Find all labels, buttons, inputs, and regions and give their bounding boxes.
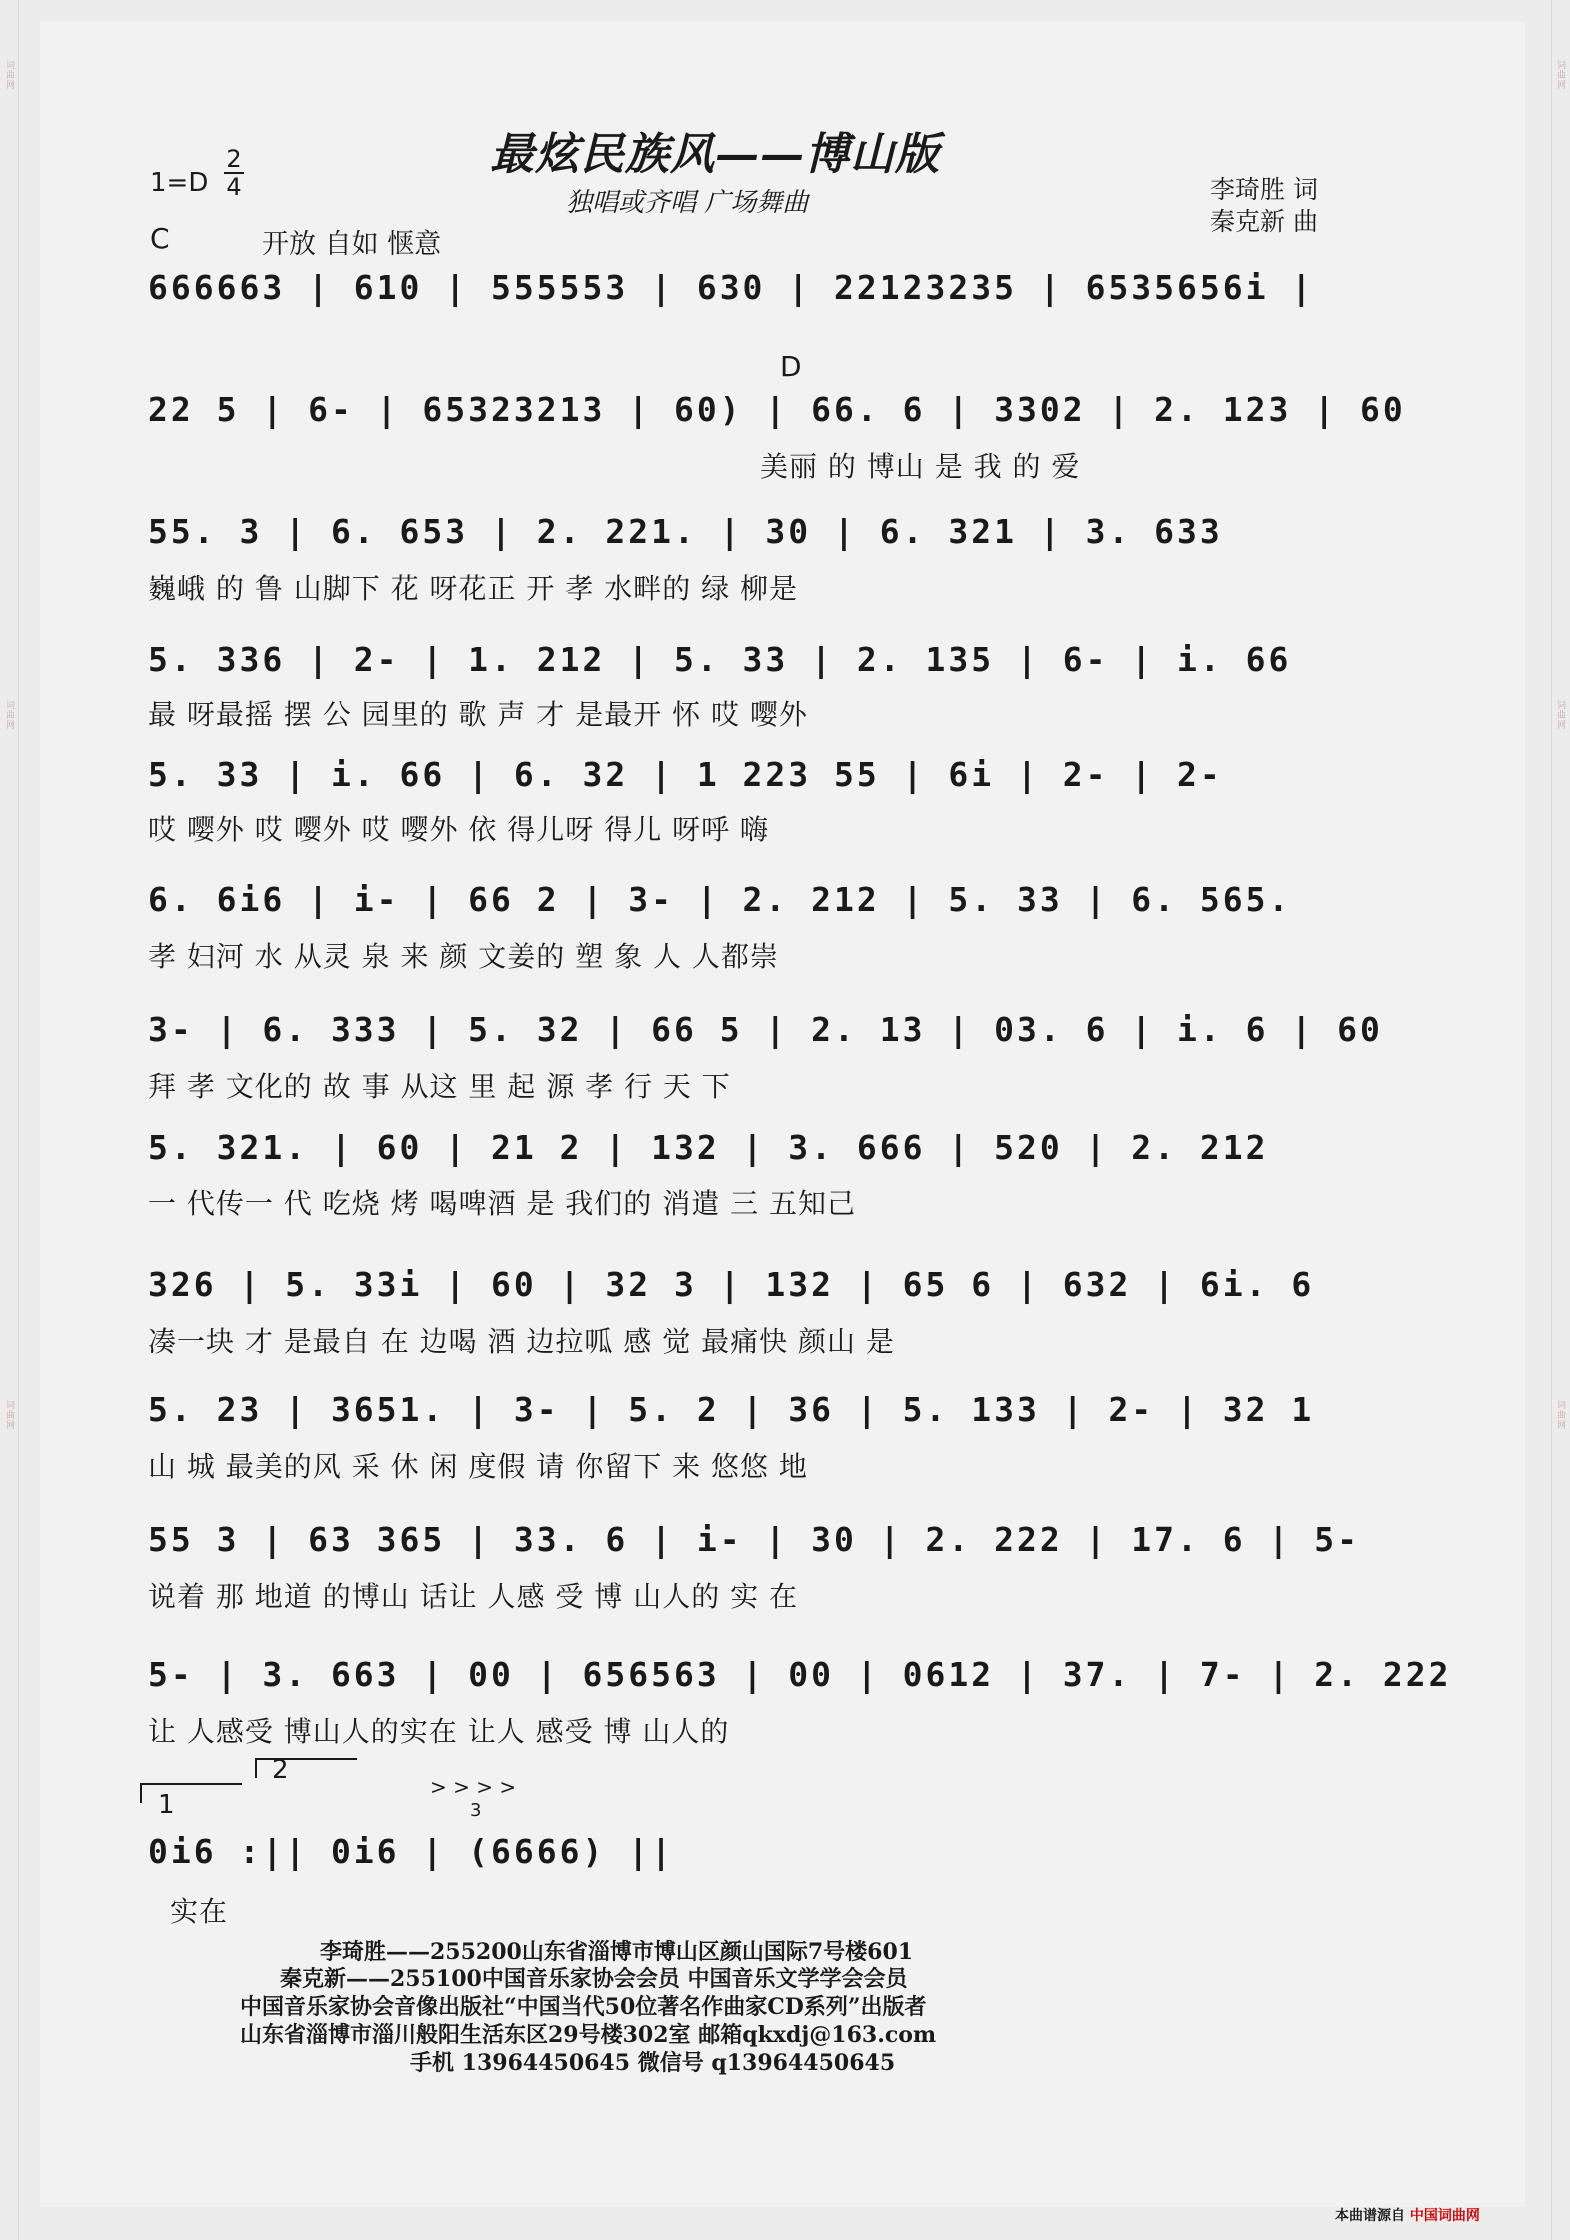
time-denominator: 4	[224, 172, 244, 200]
source-credit	[1335, 2205, 1480, 2225]
lyrics-line-13: 实在	[170, 1895, 229, 1928]
volta-1-label: 1	[158, 1790, 175, 1820]
volta-2-label: 2	[272, 1755, 289, 1785]
lyrics-line-4: 最 呀最摇 摆 公 园里的 歌 声 才 是最开 怀 哎 嘤外	[148, 698, 808, 731]
lyrics-line-2: 美丽 的 博山 是 我 的 爱	[760, 450, 1081, 483]
notes-line-8: 5. 321. | 60 | 21 2 | 132 | 3. 666 | 520 | 2. 212	[148, 1128, 1269, 1167]
song-subtitle: 独唱或齐唱 广场舞曲	[566, 188, 809, 218]
watermark-left: 词曲网	[4, 60, 14, 90]
lyrics-line-12: 让 人感受 博山人的实在 让人 感受 博 山人的	[148, 1715, 730, 1748]
notes-line-1: 666663 | 610 | 555553 | 630 | 22123235 | 6535656i |	[148, 268, 1315, 307]
accent-marks: > > > >	[430, 1775, 517, 1799]
lyrics-line-6: 孝 妇河 水 从灵 泉 来 颜 文姜的 塑 象 人 人都崇	[148, 940, 779, 973]
lyrics-line-3: 巍峨 的 鲁 山脚下 花 呀花正 开 孝 水畔的 绿 柳是	[148, 572, 799, 605]
chord-c: C	[150, 222, 170, 255]
source-prefix: 本曲谱源自	[1335, 2208, 1405, 2224]
notes-line-10: 5. 23 | 3651. | 3- | 5. 2 | 36 | 5. 133 | 2- | 32 1	[148, 1390, 1315, 1429]
lyrics-line-7: 拜 孝 文化的 故 事 从这 里 起 源 孝 行 天 下	[148, 1070, 731, 1103]
watermark-right: 词曲网	[1555, 1400, 1565, 1430]
notes-line-6: 6. 6i6 | i- | 66 2 | 3- | 2. 212 | 5. 33 | 6. 565.	[148, 880, 1292, 919]
notes-line-12: 5- | 3. 663 | 00 | 656563 | 00 | 0612 | 37. | 7- | 2. 222	[148, 1655, 1452, 1694]
notes-line-13: 0i6 :|| 0i6 | (6666) ||	[148, 1832, 674, 1871]
right-margin-strip	[1551, 0, 1570, 2240]
footer-line-5: 手机 13964450645 微信号 q13964450645	[410, 2050, 896, 2076]
time-signature	[224, 146, 244, 200]
footer-line-3: 中国音乐家协会音像出版社“中国当代50位著名作曲家CD系列”出版者	[240, 1994, 927, 2020]
source-site-link[interactable]: 中国词曲网	[1409, 2208, 1480, 2224]
footer-line-2: 秦克新——255100中国音乐家协会会员 中国音乐文学学会会员	[280, 1966, 908, 1992]
lyrics-line-5: 哎 嘤外 哎 嘤外 哎 嘤外 依 得儿呀 得儿 呀呼 嗨	[148, 813, 770, 846]
composer-credit: 秦克新 曲	[1210, 207, 1318, 236]
tempo-marking: 开放 自如 惬意	[262, 229, 442, 260]
watermark-left: 词曲网	[4, 700, 14, 730]
notes-line-2: 22 5 | 6- | 65323213 | 60) | 66. 6 | 3302 | 2. 123 | 60	[148, 390, 1406, 429]
lyrics-line-8: 一 代传一 代 吃烧 烤 喝啤酒 是 我们的 消遣 三 五知己	[148, 1187, 857, 1220]
lyrics-line-10: 山 城 最美的风 采 休 闲 度假 请 你留下 来 悠悠 地	[148, 1450, 808, 1483]
left-margin-strip	[0, 0, 19, 2240]
volta-bracket-2	[255, 1758, 357, 1778]
notes-line-7: 3- | 6. 333 | 5. 32 | 66 5 | 2. 13 | 03. 6 | i. 6 | 60	[148, 1010, 1383, 1049]
lyrics-line-9: 凑一块 才 是最自 在 边喝 酒 边拉呱 感 觉 最痛快 颜山 是	[148, 1325, 895, 1358]
time-numerator: 2	[226, 145, 242, 173]
song-title: 最炫民族风——博山版	[490, 129, 940, 180]
notes-line-11: 55 3 | 63 365 | 33. 6 | i- | 30 | 2. 222 | 17. 6 | 5-	[148, 1520, 1360, 1559]
notes-line-4: 5. 336 | 2- | 1. 212 | 5. 33 | 2. 135 | 6- | i. 66	[148, 640, 1292, 679]
notes-line-9: 326 | 5. 33i | 60 | 32 3 | 132 | 65 6 | 632 | 6i. 6	[148, 1265, 1315, 1304]
lyricist-credit: 李琦胜 词	[1210, 175, 1318, 204]
footer-line-4: 山东省淄博市淄川般阳生活东区29号楼302室 邮箱qkxdj@163.com	[240, 2022, 937, 2048]
notes-line-3: 55. 3 | 6. 653 | 2. 221. | 30 | 6. 321 | 3. 633	[148, 512, 1223, 551]
chord-d: D	[780, 350, 802, 383]
watermark-right: 词曲网	[1555, 60, 1565, 90]
footer-line-1: 李琦胜——255200山东省淄博市博山区颜山国际7号楼601	[320, 1939, 914, 1965]
lyrics-line-11: 说着 那 地道 的博山 话让 人感 受 博 山人的 实 在	[148, 1580, 799, 1613]
key-signature: 1=D	[150, 168, 209, 198]
volta-bracket-1	[140, 1783, 242, 1803]
watermark-right: 词曲网	[1555, 700, 1565, 730]
triplet-marker: 3	[470, 1800, 482, 1821]
watermark-left: 词曲网	[4, 1400, 14, 1430]
notes-line-5: 5. 33 | i. 66 | 6. 32 | 1 223 55 | 6i | 2- | 2-	[148, 755, 1223, 794]
